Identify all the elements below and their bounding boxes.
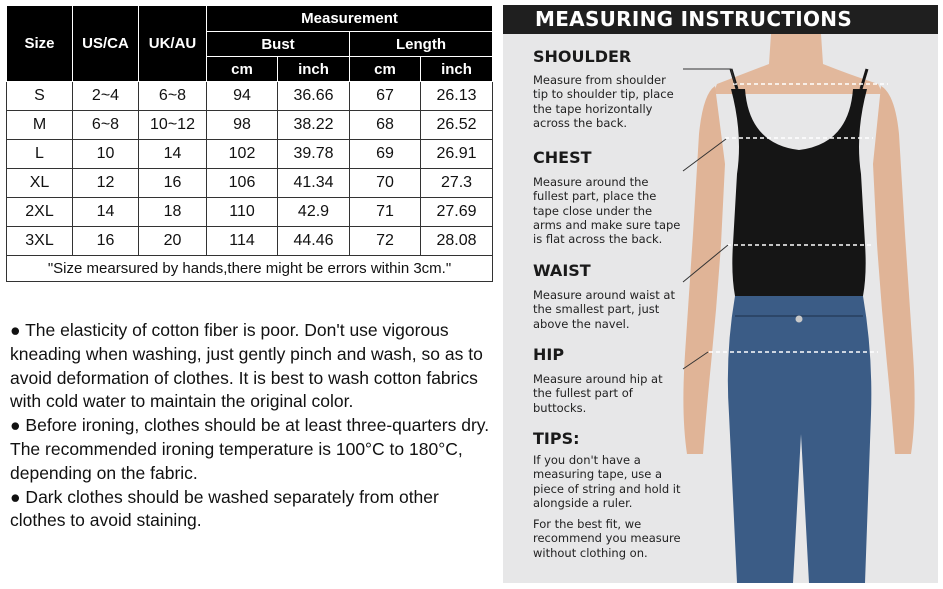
cell-size: M — [7, 111, 73, 140]
cell-bust-cm: 114 — [207, 227, 278, 256]
cell-us-ca: 10 — [73, 140, 139, 169]
cell-bust-cm: 110 — [207, 198, 278, 227]
cell-uk-au: 18 — [139, 198, 207, 227]
table-row — [7, 227, 493, 256]
header-length: Length — [350, 32, 493, 57]
cell-size: XL — [7, 169, 73, 198]
header-us-ca: US/CA — [73, 6, 139, 82]
cell-size: 3XL — [7, 227, 73, 256]
cell-length-cm: 67 — [350, 82, 421, 111]
header-bust-cm: cm — [207, 57, 278, 82]
table-row — [7, 140, 493, 169]
table-row — [7, 82, 493, 111]
care-item-ironing: ● Before ironing, clothes should be at least three-quarters dry. The recommended ironing temperature is 100°C to 180°C, depending on the fabric. — [10, 415, 490, 483]
waist-text: Measure around waist at the smallest part, just above the navel. — [533, 288, 675, 331]
shoulder-heading: SHOULDER — [533, 47, 632, 66]
cell-bust-cm: 98 — [207, 111, 278, 140]
cell-size: L — [7, 140, 73, 169]
care-item-washing: ● The elasticity of cotton fiber is poor. Don't use vigorous kneading when washing, just gently pinch and wash, so as to avoid deformation of clothes. It is best to wash cotton fabrics with cold water to maintain the original color. — [10, 320, 483, 412]
cell-bust-inch: 36.66 — [278, 82, 350, 111]
care-item-dark-clothes: ● Dark clothes should be washed separately from other clothes to avoid staining. — [10, 486, 439, 531]
tips-text-2: For the best fit, we recommend you measure without clothing on. — [533, 517, 681, 560]
shoulder-text: Measure from shoulder tip to shoulder tip, place the tape horizontally across the back. — [533, 73, 674, 130]
cell-length-cm: 69 — [350, 140, 421, 169]
cell-bust-cm: 102 — [207, 140, 278, 169]
cell-length-inch: 28.08 — [421, 227, 493, 256]
hip-text: Measure around hip at the fullest part of buttocks. — [533, 372, 663, 415]
cell-bust-cm: 106 — [207, 169, 278, 198]
cell-length-inch: 26.91 — [421, 140, 493, 169]
cell-uk-au: 20 — [139, 227, 207, 256]
chest-heading: CHEST — [533, 148, 592, 167]
cell-uk-au: 16 — [139, 169, 207, 198]
measuring-instructions-panel — [503, 5, 938, 583]
size-chart-table — [6, 5, 493, 282]
table-row — [7, 111, 493, 140]
header-bust: Bust — [207, 32, 350, 57]
cell-length-inch: 27.69 — [421, 198, 493, 227]
tips-text-1: If you don't have a measuring tape, use a piece of string and hold it alongside a ruler. — [533, 453, 681, 510]
cell-us-ca: 16 — [73, 227, 139, 256]
chest-text: Measure around the fullest part, place the tape close under the arms and make sure tape is flat across the back. — [533, 175, 681, 247]
cell-bust-inch: 41.34 — [278, 169, 350, 198]
table-note-row — [7, 256, 493, 282]
cell-us-ca: 2~4 — [73, 82, 139, 111]
cell-length-inch: 26.13 — [421, 82, 493, 111]
chest-pointer — [683, 139, 726, 171]
cell-bust-inch: 38.22 — [278, 111, 350, 140]
table-row — [7, 169, 493, 198]
header-uk-au: UK/AU — [139, 6, 207, 82]
shoulder-pointer — [683, 69, 735, 84]
tips-heading: TIPS: — [533, 429, 580, 448]
header-measurement: Measurement — [207, 6, 493, 32]
cell-us-ca: 12 — [73, 169, 139, 198]
cell-us-ca: 14 — [73, 198, 139, 227]
waist-pointer — [683, 245, 728, 282]
cell-length-cm: 70 — [350, 169, 421, 198]
cell-length-cm: 71 — [350, 198, 421, 227]
table-row — [7, 198, 493, 227]
cell-size: 2XL — [7, 198, 73, 227]
header-bust-inch: inch — [278, 57, 350, 82]
hip-pointer — [683, 352, 708, 369]
cell-uk-au: 14 — [139, 140, 207, 169]
cell-size: S — [7, 82, 73, 111]
care-instructions — [10, 319, 496, 533]
cell-uk-au: 6~8 — [139, 82, 207, 111]
header-length-cm: cm — [350, 57, 421, 82]
cell-length-inch: 26.52 — [421, 111, 493, 140]
header-length-inch: inch — [421, 57, 493, 82]
cell-uk-au: 10~12 — [139, 111, 207, 140]
cell-us-ca: 6~8 — [73, 111, 139, 140]
cell-bust-inch: 44.46 — [278, 227, 350, 256]
cell-bust-inch: 42.9 — [278, 198, 350, 227]
header-size: Size — [7, 6, 73, 82]
waist-heading: WAIST — [533, 261, 591, 280]
cell-length-cm: 72 — [350, 227, 421, 256]
cell-bust-cm: 94 — [207, 82, 278, 111]
panel-title: MEASURING INSTRUCTIONS — [503, 5, 938, 34]
cell-length-cm: 68 — [350, 111, 421, 140]
cell-bust-inch: 39.78 — [278, 140, 350, 169]
hip-heading: HIP — [533, 345, 565, 364]
measurement-note: "Size mearsured by hands,there might be errors within 3cm." — [7, 256, 493, 282]
cell-length-inch: 27.3 — [421, 169, 493, 198]
